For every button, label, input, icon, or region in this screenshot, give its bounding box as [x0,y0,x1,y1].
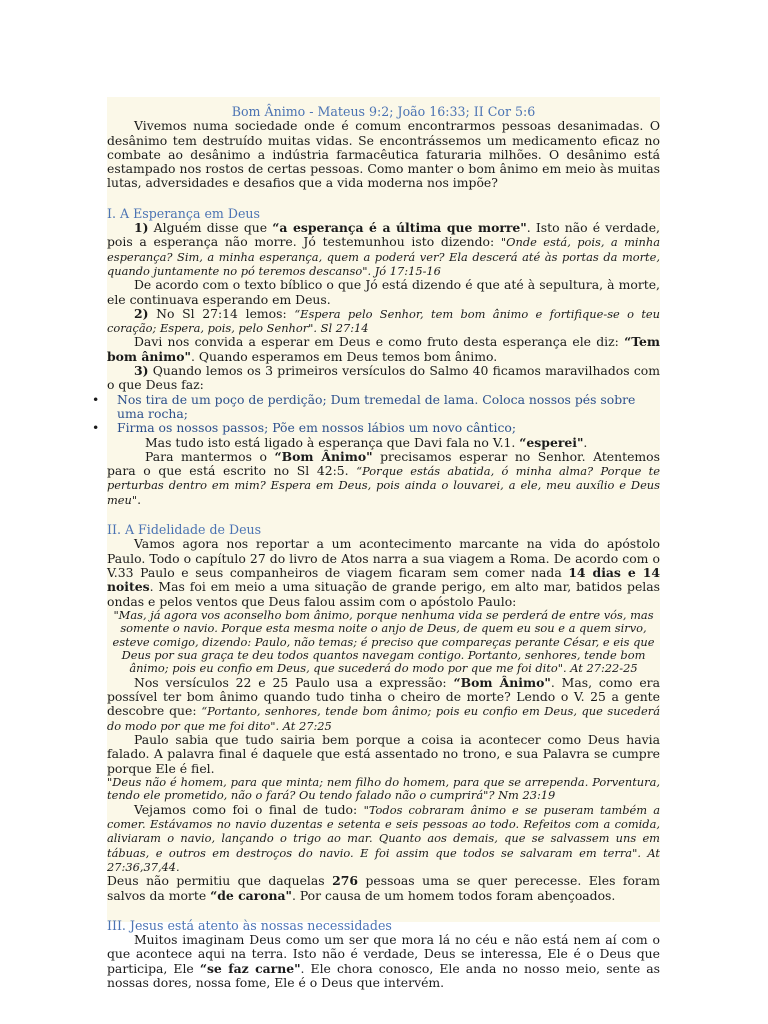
paragraph: Muitos imaginam Deus como um ser que mora lá no céu e não está nem aí com o que acontece aqui na terra. Isto não é verdade, Deus se interessa, Ele é o Deus que participa, Ele “se faz carne". Ele chora conosco, Ele anda no nosso meio, sente as nossas dores, nossa fome, Ele é o Deus que intervém. [107,932,660,990]
point-number: 2) [134,305,149,321]
block-quote: "Mas, já agora vos aconselho bom ânimo, porque nenhuma vida se perderá de entre vós, mas somente o navio. Porque esta mesma noite o anjo de Deus, de quem eu sou e a quem sirvo, esteve comigo, dizendo: Paulo, não temas; é preciso que compareças perante César, e eis que Deus por sua graça te deu todos quantos navegam contigo. Portanto, senhores, tende bom ânimo; pois eu confio em Deus, que sucederá do modo por que me foi dito". At 27:22-25 [112,607,655,676]
point-number: 3) [134,363,149,379]
intro-paragraph: Vivemos numa sociedade onde é comum encontrarmos pessoas desanimadas. O desânimo tem destruído muitas vidas. Se encontrássemos um medicamento eficaz no combate ao desânimo a indústria farmacêutica faturaria milhões. O desânimo está estampado nos rostos de certas pessoas. Como manter o bom ânimo em meio às muitas lutas, adversidades e desafios que a vida moderna nos impõe? [107,118,660,191]
bold-phrase: “se faz carne" [199,960,301,976]
bible-quote: "Onde está, pois, a minha esperança? Sim, a minha esperança, quem a poderá ver? Ela descerá até às portas da morte, quando juntamente no pó teremos descanso". Jó 17:15-16 [107,235,660,278]
bible-quote: "Todos cobraram ânimo e se puseram também a comer. Estávamos no navio duzentas e setenta e seis pessoas ao todo. Refeitos com a comida, aliviaram o navio, lançando o trigo ao mar. Quanto aos demais, que se salvassem uns em tábuas, e outros em destroços do navio. E foi assim que todos se salvaram em terra". At 27:36,37,44. [107,802,660,874]
section-heading-2: II. A Fidelidade de Deus [107,522,262,538]
paragraph: Mas tudo isto está ligado à esperança que Davi fala no V.1. “esperei". [145,434,588,450]
paragraph: De acordo com o texto bíblico o que Jó está dizendo é que até à sepultura, à morte, ele continuava esperando em Deus. [107,277,660,307]
bullet-item: • Nos tira de um poço de perdição; Dum tremedal de lama. Coloca nossos pés sobre uma rocha; [92,391,636,421]
paragraph: Nos versículos 22 e 25 Paulo usa a expressão: “Bom Ânimo". Mas, como era possível ter bom ânimo quando tudo tinha o cheiro de morte? Lendo o V. 25 a gente descobre que: “Portanto, senhores, tende bom ânimo; pois eu confio em Deus, que sucederá do modo por que me foi dito". At 27:25 [107,674,660,733]
bold-phrase: “de carona" [210,887,292,903]
bold-phrase: 14 dias e 14 noites [107,564,660,595]
paragraph: 2) No Sl 27:14 lemos: “Espera pelo Senhor, tem bom ânimo e fortifique-se o teu coração; Espera, pois, pelo Senhor". Sl 27:14 [107,305,660,336]
page-title [107,105,660,119]
section-heading-1: I. A Esperança em Deus [107,205,260,221]
bible-quote: “Porque estás abatida, ó minha alma? Porque te perturbas dentro em mim? Espera em Deus, pois ainda o louvarei, a ele, meu auxílio e Deus meu" [107,464,660,507]
title-references: - Mateus 9:2; João 16:33; II Cor 5:6 [305,104,536,119]
paragraph: Paulo sabia que tudo sairia bem porque a coisa ia acontecer como Deus havia falado. A palavra final é daquele que está assentado no trono, e sua Palavra se cumpre porque Ele é fiel. [107,732,660,776]
paragraph: Para mantermos o “Bom Ânimo" precisamos esperar no Senhor. Atentemos para o que está escrito no Sl 42:5. “Porque estás abatida, ó minha alma? Porque te perturbas dentro em mim? Espera em Deus, pois ainda o louvarei, a ele, meu auxílio e Deus meu". [107,448,660,507]
bold-phrase: 276 [332,873,358,889]
paragraph: Deus não permitiu que daquelas 276 pessoas uma se quer perecesse. Eles foram salvos da morte “de carona". Por causa de um homem todos foram abençoados. [107,873,660,903]
bullet-icon: • [92,391,100,407]
bold-phrase: “Tem bom ânimo" [107,334,660,364]
point-number: 1) [134,220,149,236]
bible-quote: “Espera pelo Senhor, tem bom ânimo e fortifique-se o teu coração; Espera, pois, pelo Senhor". Sl 27:14 [107,306,660,336]
bold-phrase: “Bom Ânimo" [274,448,373,464]
paragraph: Davi nos convida a esperar em Deus e como fruto desta esperança ele diz: “Tem bom ânimo". Quando esperamos em Deus temos bom ânimo. [107,334,660,364]
title-main: Bom Ânimo [231,104,306,119]
paragraph: 1) Alguém disse que “a esperança é a última que morre". Isto não é verdade, pois a esperança não morre. Jó testemunhou isto dizendo: "Onde está, pois, a minha esperança? Sim, a minha esperança, quem a poderá ver? Ela descerá até às portas da morte, quando juntamente no pó teremos descanso". Jó 17:15-16 [107,220,660,278]
document-page [92,97,660,990]
bold-phrase: “Bom Ânimo" [453,674,551,690]
bible-quote: “Portanto, senhores, tende bom ânimo; pois eu confio em Deus, que sucederá do modo por que me foi dito". At 27:25 [107,704,660,733]
paragraph: Vejamos como foi o final de tudo: "Todos cobraram ânimo e se puseram também a comer. Estávamos no navio duzentas e setenta e seis pessoas ao todo. Refeitos com a comida, aliviaram o navio, lançando o trigo ao mar. Quanto aos demais, que se salvassem uns em tábuas, e outros em destroços do navio. E foi assim que todos se salvaram em terra". At 27:36,37,44. [107,801,660,874]
bullet-icon: • [92,420,100,436]
block-quote: "Deus não é homem, para que minta; nem filho do homem, para que se arrependa. Porventura, tendo ele prometido, não o fará? Ou tendo falado não o cumprirá"? Nm 23:19 [107,774,660,803]
section-heading-3: III. Jesus está atento às nossas necessidades [107,917,392,933]
bullet-item: • Firma os nossos passos; Põe em nossos lábios um novo cântico; [92,420,517,436]
bold-phrase: “esperei" [519,434,584,450]
paragraph: 3) Quando lemos os 3 primeiros versículos do Salmo 40 ficamos maravilhados com o que Deus faz: [107,363,660,393]
bold-phrase: “a esperança é a última que morre" [272,220,527,236]
paragraph: Vamos agora nos reportar a um acontecimento marcante na vida do apóstolo Paulo. Todo o capítulo 27 do livro de Atos narra a sua viagem a Roma. De acordo com o V.33 Paulo e seus companheiros de viagem ficaram sem comer nada 14 dias e 14 noites. Mas foi em meio a uma situação de grande perigo, em alto mar, batidos pelas ondas e pelos ventos que Deus falou assim com o apóstolo Paulo: [107,536,660,609]
